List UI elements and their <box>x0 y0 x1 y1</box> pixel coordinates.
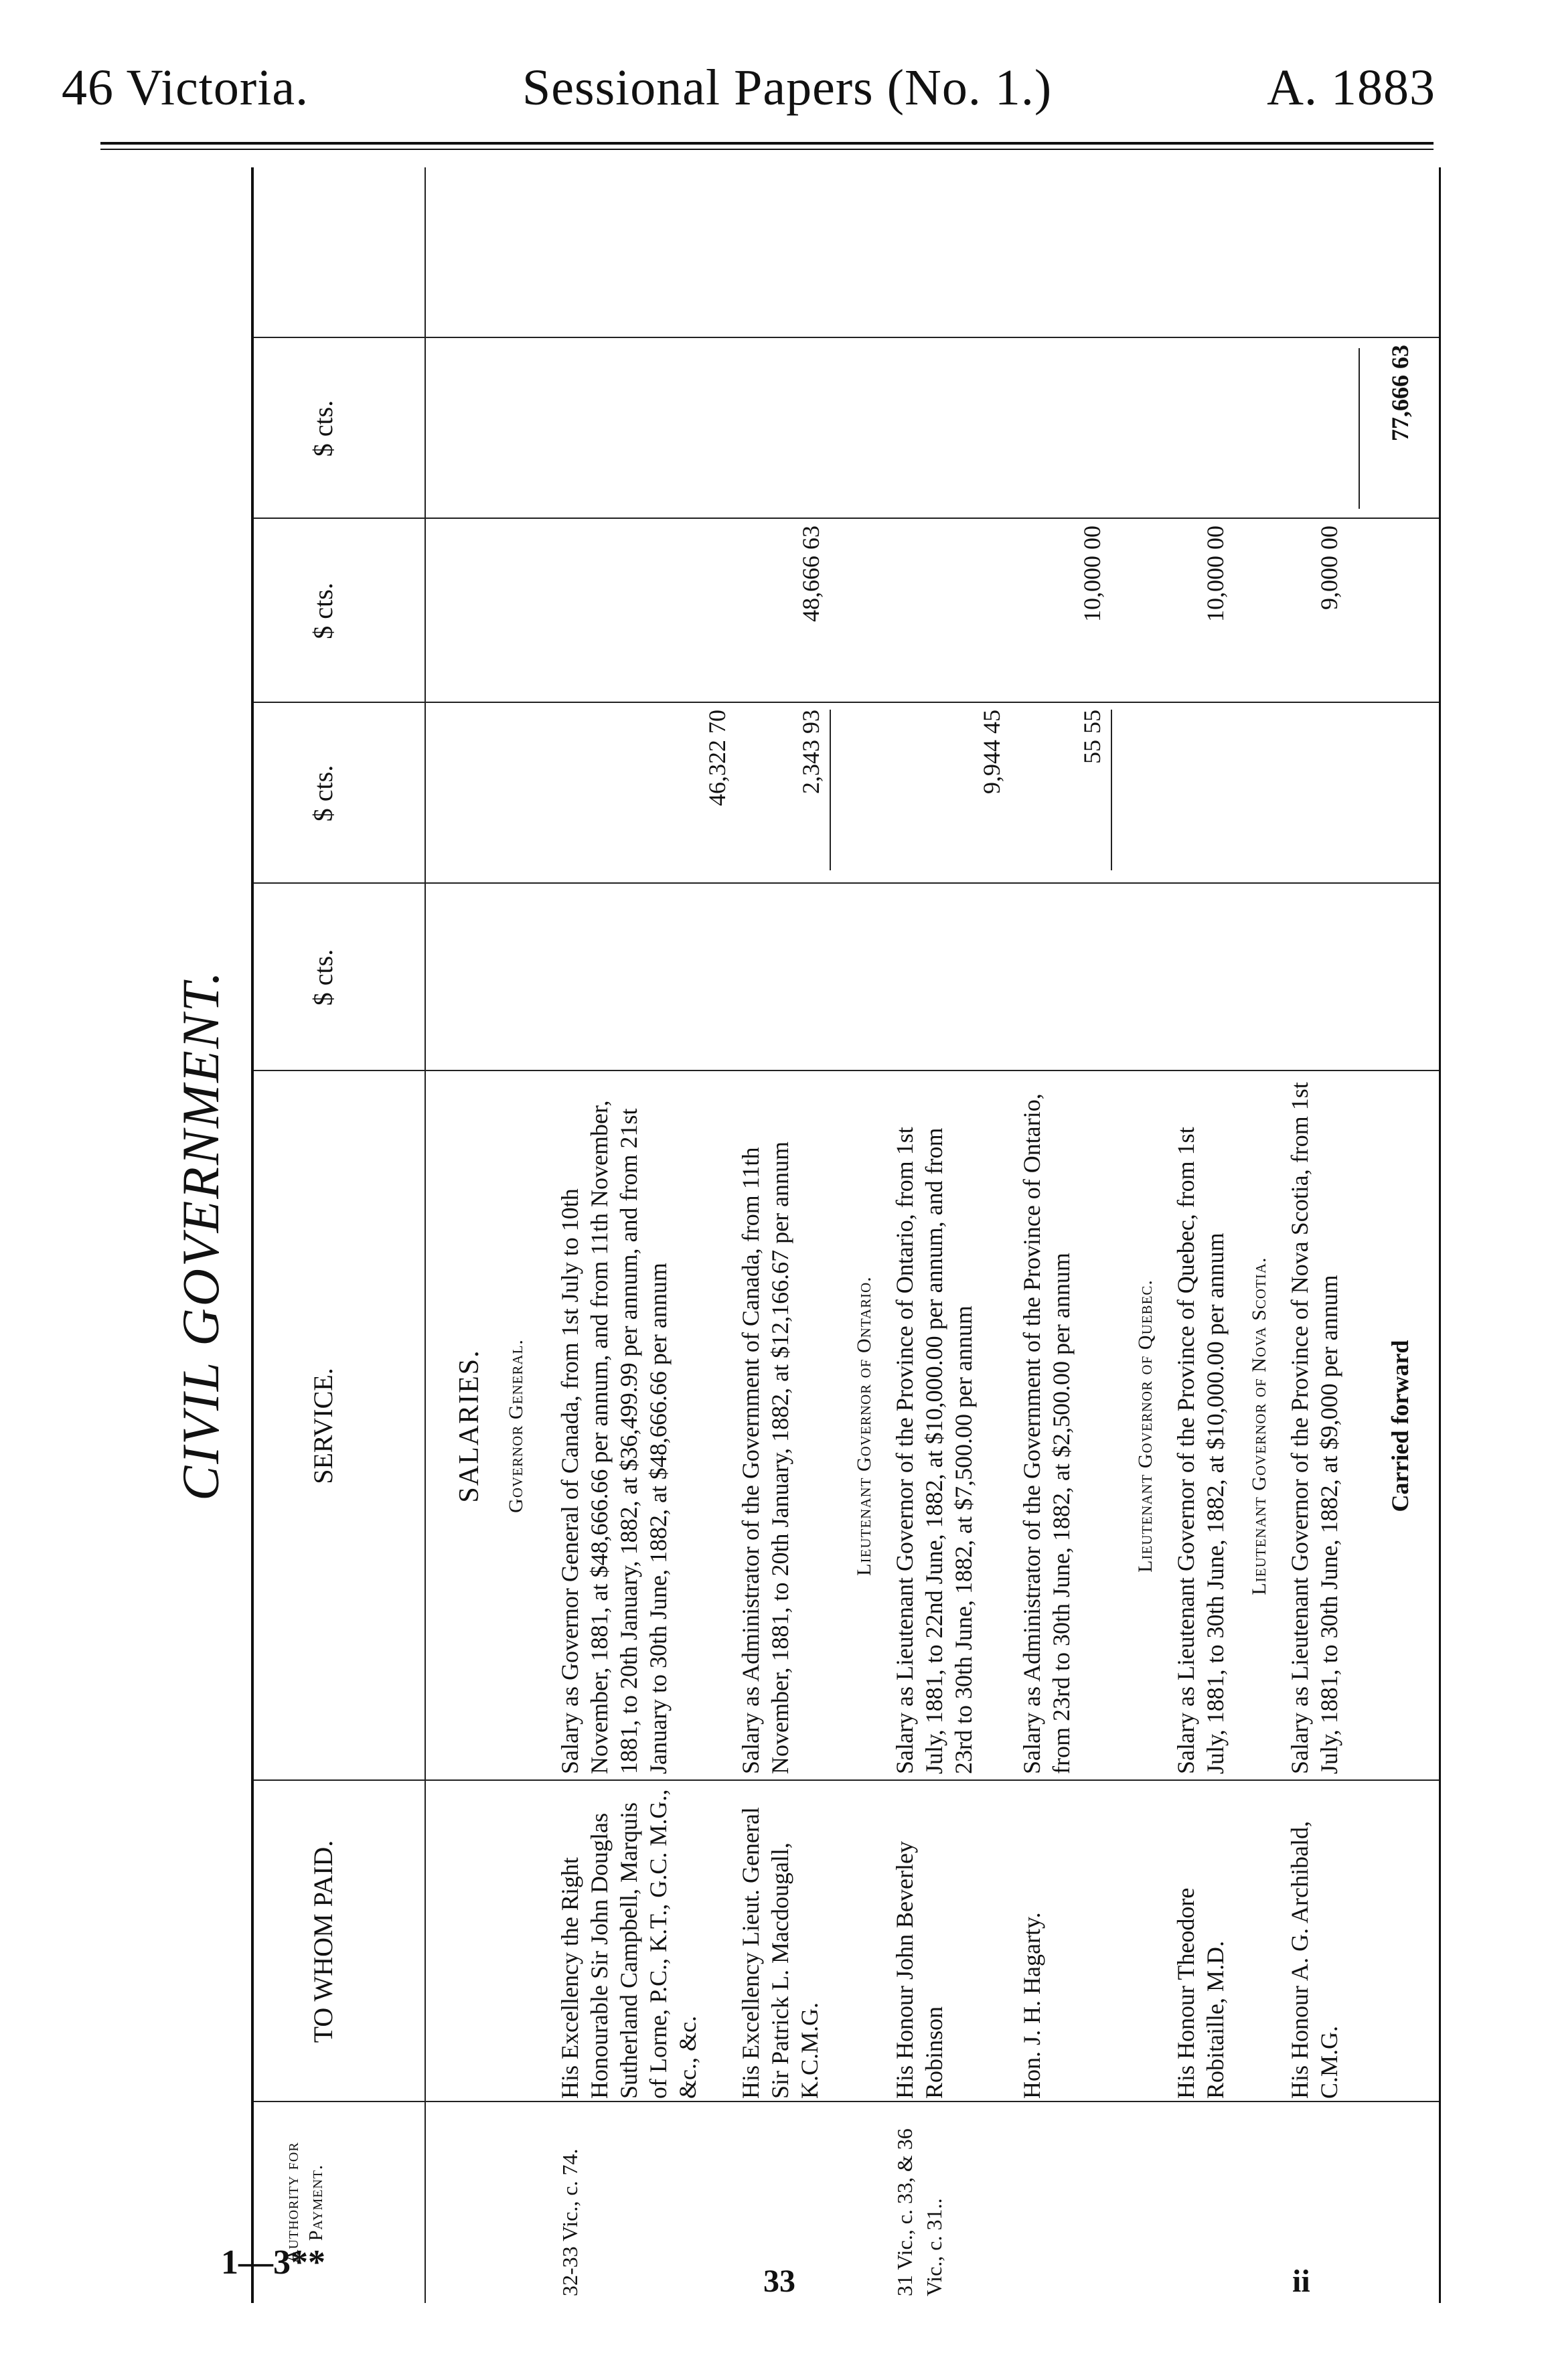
row-service: Salary as Governor General of Canada, from 1st July to 10th November, 1881, at $48,666.66 per annum, and from 11th November, 1881, to 20th January, 1882, at $36,499.99 per annum, and from 21st January to 30th June, 1882, at $48,666.66 per annum <box>556 1100 672 1774</box>
row-service: Salary as Lieutenant Governor of the Province of Ontario, from 1st July, 1881, to 22nd June, 1882, at $10,000.00 per annum, and from 23rd to 30th June, 1882, at $7,500.00 per annum <box>891 1127 977 1774</box>
subtotal-rule <box>1111 710 1112 870</box>
row-to-whom: His Excellency the Right Honourable Sir John Douglas Sutherland Campbell, Marquis of Lorne, P.C., K.T., G.C. M.G., &c., &c. <box>556 1789 701 2099</box>
col-divider <box>254 337 1439 338</box>
ledger-table <box>251 167 1441 2303</box>
row-to-whom: His Honour Theodore Robitaille, M.D. <box>1172 1887 1229 2099</box>
row-amount: 46,322 70 <box>704 710 730 806</box>
signature-mark: 1—3** <box>221 2243 325 2282</box>
header-rule <box>100 142 1434 145</box>
section-salaries: SALARIES. <box>454 1349 485 1503</box>
col-header-money-4: $ cts. <box>308 400 338 457</box>
header-right: A. 1883 <box>1267 60 1436 116</box>
col-header-money-1: $ cts. <box>308 949 338 1006</box>
row-to-whom: His Honour John Beverley Robinson <box>891 1841 947 2099</box>
row-service: Salary as Administrator of the Government of Canada, from 11th November, 1881, to 20th January, 1882, at $12,166.67 per annum <box>737 1141 793 1774</box>
row-subtotal: 10,000 00 <box>1202 526 1229 622</box>
section-lg-quebec: Lieutenant Governor of Quebec. <box>1134 1279 1156 1573</box>
carried-forward-label: Carried forward <box>1387 1340 1413 1512</box>
row-subtotal: 9,000 00 <box>1316 526 1342 610</box>
row-amount: 2,343 93 <box>797 710 824 794</box>
col-divider <box>254 518 1439 519</box>
col-divider <box>254 702 1439 703</box>
row-subtotal: 48,666 63 <box>797 526 824 622</box>
col-divider <box>254 2101 1439 2102</box>
row-service: Salary as Administrator of the Government of the Province of Ontario, from 23rd to 30th June, 1882, at $2,500.00 per annum <box>1018 1093 1075 1774</box>
row-subtotal: 10,000 00 <box>1079 526 1105 622</box>
row-service: Salary as Lieutenant Governor of the Province of Quebec, from 1st July, 1881, to 30th June, 1882, at $10,000.00 per annum <box>1172 1127 1229 1774</box>
subtotal-rule <box>830 710 831 870</box>
col-divider <box>254 882 1439 884</box>
section-governor-general: Governor General. <box>505 1339 527 1513</box>
col-header-money-2: $ cts. <box>308 765 338 822</box>
row-to-whom: Hon. J. H. Hagarty. <box>1018 1912 1045 2099</box>
page-title: CIVIL GOVERNMENT. <box>171 969 230 1501</box>
header-left: 46 Victoria. <box>62 60 309 116</box>
row-authority: 31 Vic., c. 33, & 36 Vic., c. 31.. <box>893 2128 946 2296</box>
row-amount: 55 55 <box>1079 710 1105 764</box>
running-head <box>0 0 1546 134</box>
header-rule <box>424 167 426 2303</box>
sheet-number: ii <box>1292 2264 1310 2299</box>
header-center: Sessional Papers (No. 1.) <box>522 60 1053 116</box>
rotated-table-page <box>171 167 1436 2303</box>
row-service: Salary as Lieutenant Governor of the Province of Nova Scotia, from 1st July, 1881, to 30th June, 1882, at $9,000 per annum <box>1286 1082 1342 1774</box>
row-to-whom: His Excellency Lieut. General Sir Patrick L. Macdougall, K.C.M.G. <box>737 1807 823 2099</box>
section-lg-ontario: Lieutenant Governor of Ontario. <box>853 1276 875 1576</box>
row-authority: 32-33 Vic., c. 74. <box>558 2148 582 2296</box>
total-rule <box>1359 348 1360 509</box>
row-amount: 9,944 45 <box>978 710 1005 794</box>
section-lg-nova-scotia: Lieutenant Governor of Nova Scotia. <box>1248 1257 1270 1595</box>
page-number: 33 <box>763 2264 795 2299</box>
row-to-whom: His Honour A. G. Archibald, C.M.G. <box>1286 1821 1342 2099</box>
col-header-money-3: $ cts. <box>308 582 338 639</box>
header-rule-thin <box>100 149 1434 150</box>
carried-forward-total: 77,666 63 <box>1387 345 1413 441</box>
col-header-authority: Authority for Payment. <box>282 2142 327 2264</box>
col-header-service: SERVICE. <box>308 1368 338 1484</box>
col-header-to-whom: TO WHOM PAID. <box>308 1840 338 2043</box>
